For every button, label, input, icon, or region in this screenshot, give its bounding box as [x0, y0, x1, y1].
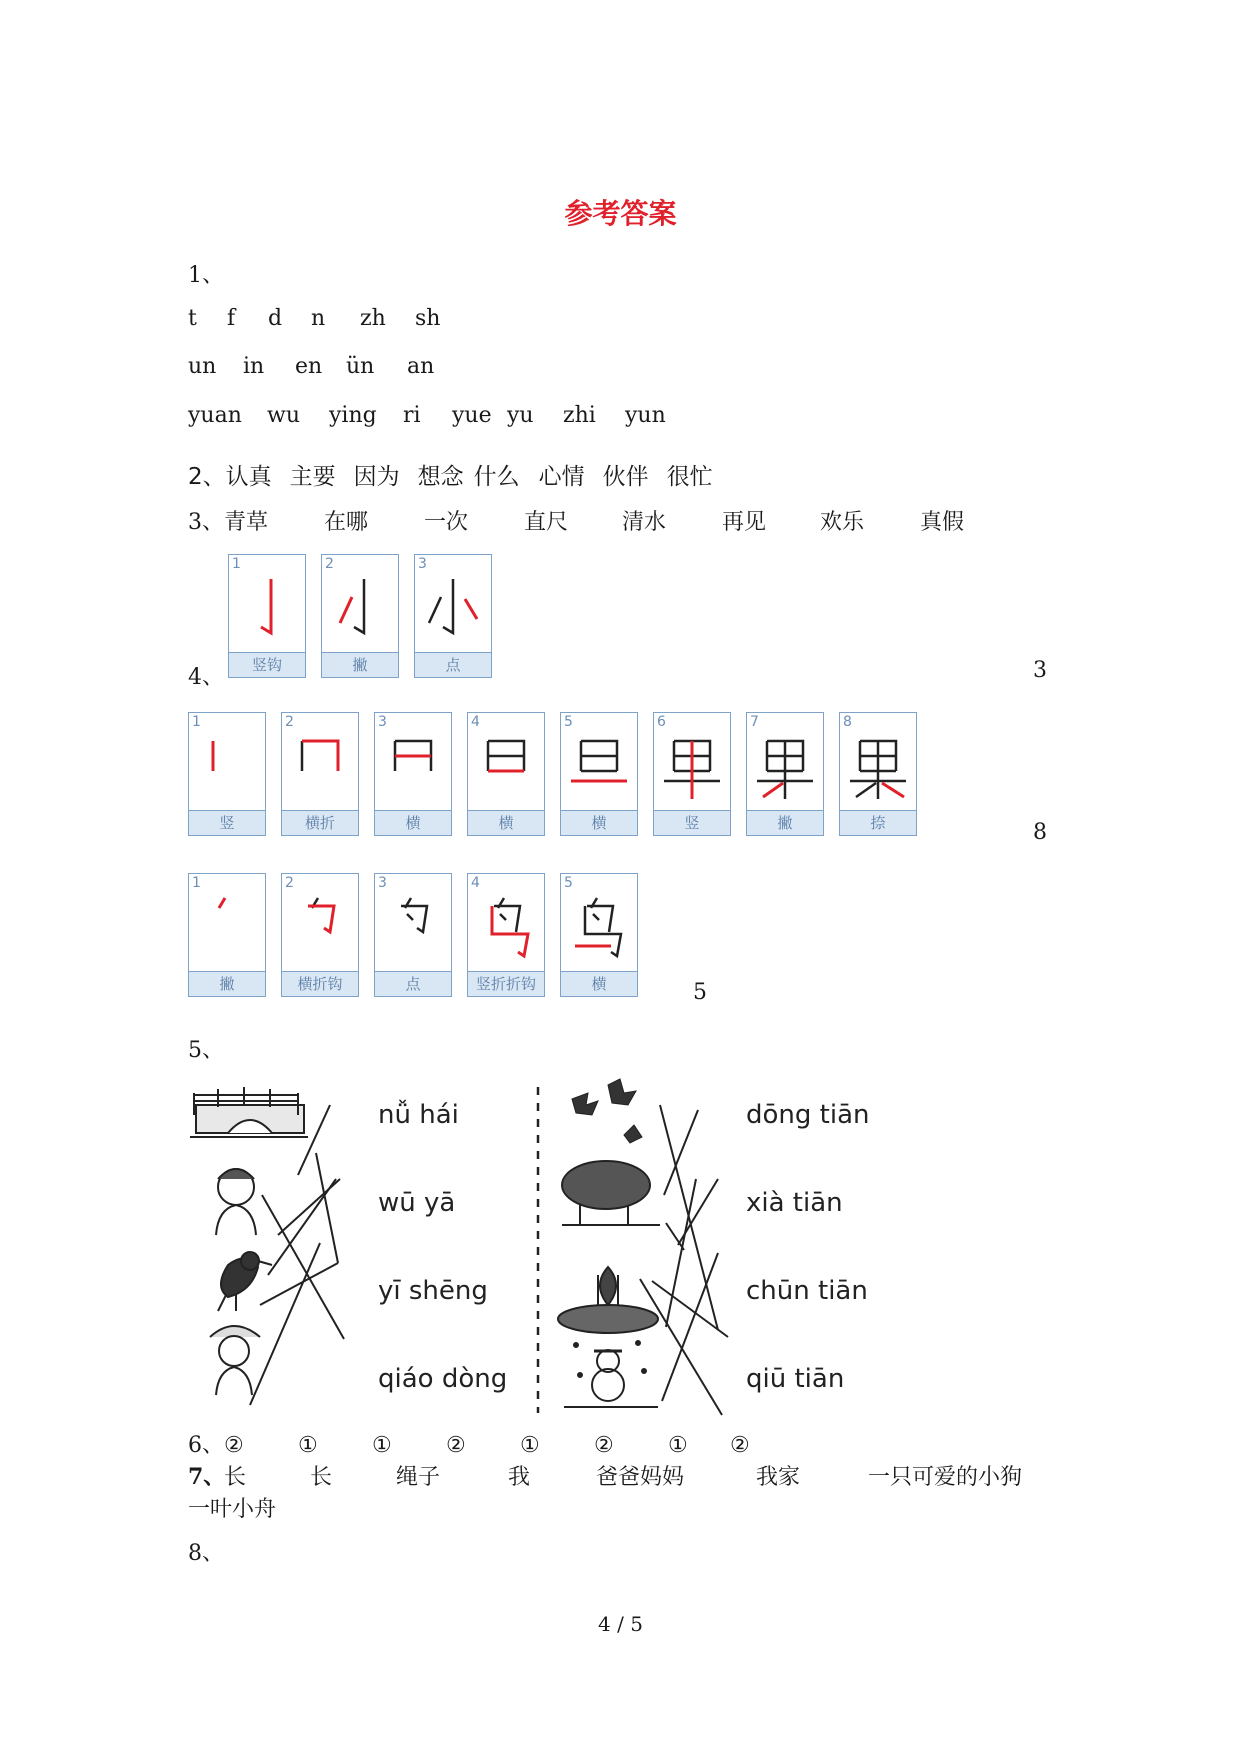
answer: ① [298, 1433, 318, 1458]
stroke-glyph [660, 731, 724, 801]
stroke-number: 7 [750, 714, 759, 730]
answer: 因为 [353, 464, 400, 490]
stroke-name: 横折 [282, 810, 358, 835]
answer: en [295, 354, 323, 379]
stroke-card [560, 712, 638, 836]
stroke-name: 捺 [840, 810, 916, 835]
stroke-card [467, 873, 545, 997]
stroke-card [374, 873, 452, 997]
stroke-number: 2 [285, 714, 294, 730]
pinyin-label: dōng tiān [746, 1100, 870, 1130]
answer: t [188, 306, 197, 331]
answer: in [243, 354, 265, 379]
q3-line [188, 505, 964, 536]
answer: ② [224, 1433, 244, 1458]
girl-icon [216, 1169, 256, 1235]
spring-lotus-icon [558, 1267, 658, 1333]
answer: 真假 [920, 510, 965, 535]
stroke-glyph [381, 892, 445, 962]
stroke-name: 横 [468, 810, 544, 835]
q1-row3 [188, 403, 665, 428]
answer: wu [267, 403, 300, 428]
stroke-number: 6 [657, 714, 666, 730]
stroke-name: 撇 [322, 652, 398, 677]
stroke-number: 4 [471, 714, 480, 730]
stroke-name: 竖 [654, 810, 730, 835]
stroke-glyph [288, 731, 352, 801]
q1-label: 1、 [188, 263, 224, 288]
stroke-name: 点 [375, 971, 451, 996]
answer: 长 [224, 1465, 247, 1490]
stroke-number: 3 [378, 714, 387, 730]
pinyin-label: yī shēng [378, 1276, 488, 1306]
stroke-name: 竖钩 [229, 652, 305, 677]
answer: 清水 [622, 510, 667, 535]
answer: 再见 [722, 510, 767, 535]
stroke-number: 8 [843, 714, 852, 730]
answer: 想念 [417, 464, 464, 490]
q5-label: 5、 [188, 1038, 224, 1063]
answer: 绳子 [396, 1465, 441, 1490]
answer: ün [346, 354, 375, 379]
answer: ② [730, 1433, 750, 1458]
q7-label: 7、 [188, 1464, 226, 1490]
stroke-number: 3 [378, 875, 387, 891]
answer: zhi [563, 403, 596, 428]
stroke-glyph [195, 731, 259, 801]
stroke-number: 3 [418, 556, 427, 572]
pinyin-label: qiū tiān [746, 1364, 845, 1394]
stroke-glyph [567, 892, 631, 962]
stroke-glyph [846, 731, 910, 801]
answer: 我家 [756, 1465, 801, 1490]
stroke-card [839, 712, 917, 836]
q6-label: 6、 [188, 1433, 224, 1458]
stroke-card [560, 873, 638, 997]
stroke-number: 5 [564, 714, 573, 730]
answer: 一只可爱的小狗 [868, 1465, 1023, 1490]
q4-label: 4、 [188, 665, 224, 690]
answer: 直尺 [524, 510, 569, 535]
pinyin-label: wū yā [378, 1188, 456, 1218]
q8-label: 8、 [188, 1541, 224, 1566]
stroke-number: 5 [564, 875, 573, 891]
answer: 一次 [424, 510, 469, 535]
answer: 主要 [289, 464, 336, 490]
answer: ri [403, 403, 421, 428]
answer: 欢乐 [820, 510, 865, 535]
stroke-card [281, 712, 359, 836]
stroke-name: 横 [561, 971, 637, 996]
stroke-card [653, 712, 731, 836]
stroke-glyph [288, 892, 352, 962]
page-number: 4 / 5 [598, 1612, 643, 1636]
answer: ② [446, 1433, 466, 1458]
answer: 在哪 [324, 510, 369, 535]
stroke-number: 1 [192, 875, 201, 891]
answer: 我 [508, 1465, 531, 1490]
stroke-card [228, 554, 306, 678]
answer: d [268, 306, 283, 331]
answer: 什么 [473, 464, 520, 490]
q7-line [188, 1460, 1022, 1491]
bridge-icon [190, 1087, 308, 1137]
summer-tree-icon [562, 1161, 660, 1225]
stroke-glyph [474, 731, 538, 801]
stroke-name: 点 [415, 652, 491, 677]
stroke-glyph [753, 731, 817, 801]
answer: 爸爸妈妈 [596, 1465, 685, 1490]
q2-line [188, 458, 713, 491]
stroke-card [321, 554, 399, 678]
stroke-name: 竖 [189, 810, 265, 835]
answer: 青草 [224, 510, 269, 535]
stroke-count: 5 [693, 980, 707, 1005]
stroke-card [467, 712, 545, 836]
pinyin-label: qiáo dòng [378, 1364, 508, 1394]
pinyin-label: chūn tiān [746, 1276, 868, 1306]
stroke-name: 横 [375, 810, 451, 835]
answer: ① [372, 1433, 392, 1458]
answer: 伙伴 [602, 464, 649, 490]
stroke-glyph [421, 573, 485, 643]
answer: yu [507, 403, 534, 428]
stroke-name: 撇 [747, 810, 823, 835]
answer: ① [520, 1433, 540, 1458]
right-match-lines [640, 1105, 728, 1415]
q3-label: 3、 [188, 510, 224, 535]
stroke-card [188, 712, 266, 836]
stroke-number: 2 [325, 556, 334, 572]
answer: yun [625, 403, 666, 428]
q7-continuation: 一叶小舟 [188, 1497, 277, 1522]
q2-label: 2、 [188, 464, 226, 490]
q1-row2 [188, 354, 447, 379]
answer: yue [452, 403, 492, 428]
answer: n [311, 306, 326, 331]
answer: ying [329, 403, 377, 428]
pinyin-label: xià tiān [746, 1188, 843, 1218]
q1-row1 [188, 306, 455, 331]
answer: f [227, 306, 236, 331]
snowman-icon [564, 1341, 658, 1407]
stroke-count: 3 [1033, 658, 1047, 683]
stroke-card [374, 712, 452, 836]
stroke-glyph [235, 573, 299, 643]
pinyin-label: nǚ hái [378, 1100, 459, 1130]
answer: 认真 [225, 464, 272, 490]
doctor-icon [210, 1326, 260, 1395]
stroke-number: 1 [192, 714, 201, 730]
stroke-count: 8 [1033, 820, 1047, 845]
stroke-number: 4 [471, 875, 480, 891]
page-title: 参考答案 [564, 197, 677, 230]
stroke-card [281, 873, 359, 997]
answer: ② [594, 1433, 614, 1458]
answer: zh [360, 306, 386, 331]
stroke-number: 2 [285, 875, 294, 891]
answer: un [188, 354, 217, 379]
stroke-card [414, 554, 492, 678]
stroke-glyph [195, 892, 259, 962]
answer: 很忙 [666, 464, 713, 490]
q6-line [188, 1428, 750, 1459]
stroke-name: 横折钩 [282, 971, 358, 996]
stroke-glyph [567, 731, 631, 801]
answer: an [407, 354, 435, 379]
left-match-lines [250, 1105, 344, 1405]
stroke-name: 竖折折钩 [468, 971, 544, 996]
stroke-name: 撇 [189, 971, 265, 996]
stroke-glyph [474, 892, 538, 962]
stroke-glyph [381, 731, 445, 801]
stroke-glyph [328, 573, 392, 643]
answer: 心情 [538, 464, 585, 490]
stroke-card [188, 873, 266, 997]
autumn-leaves-icon [572, 1079, 642, 1143]
stroke-name: 横 [561, 810, 637, 835]
answer: 长 [310, 1465, 333, 1490]
answer: ① [668, 1433, 688, 1458]
stroke-number: 1 [232, 556, 241, 572]
answer: yuan [188, 403, 242, 428]
answer: sh [415, 306, 441, 331]
stroke-card [746, 712, 824, 836]
